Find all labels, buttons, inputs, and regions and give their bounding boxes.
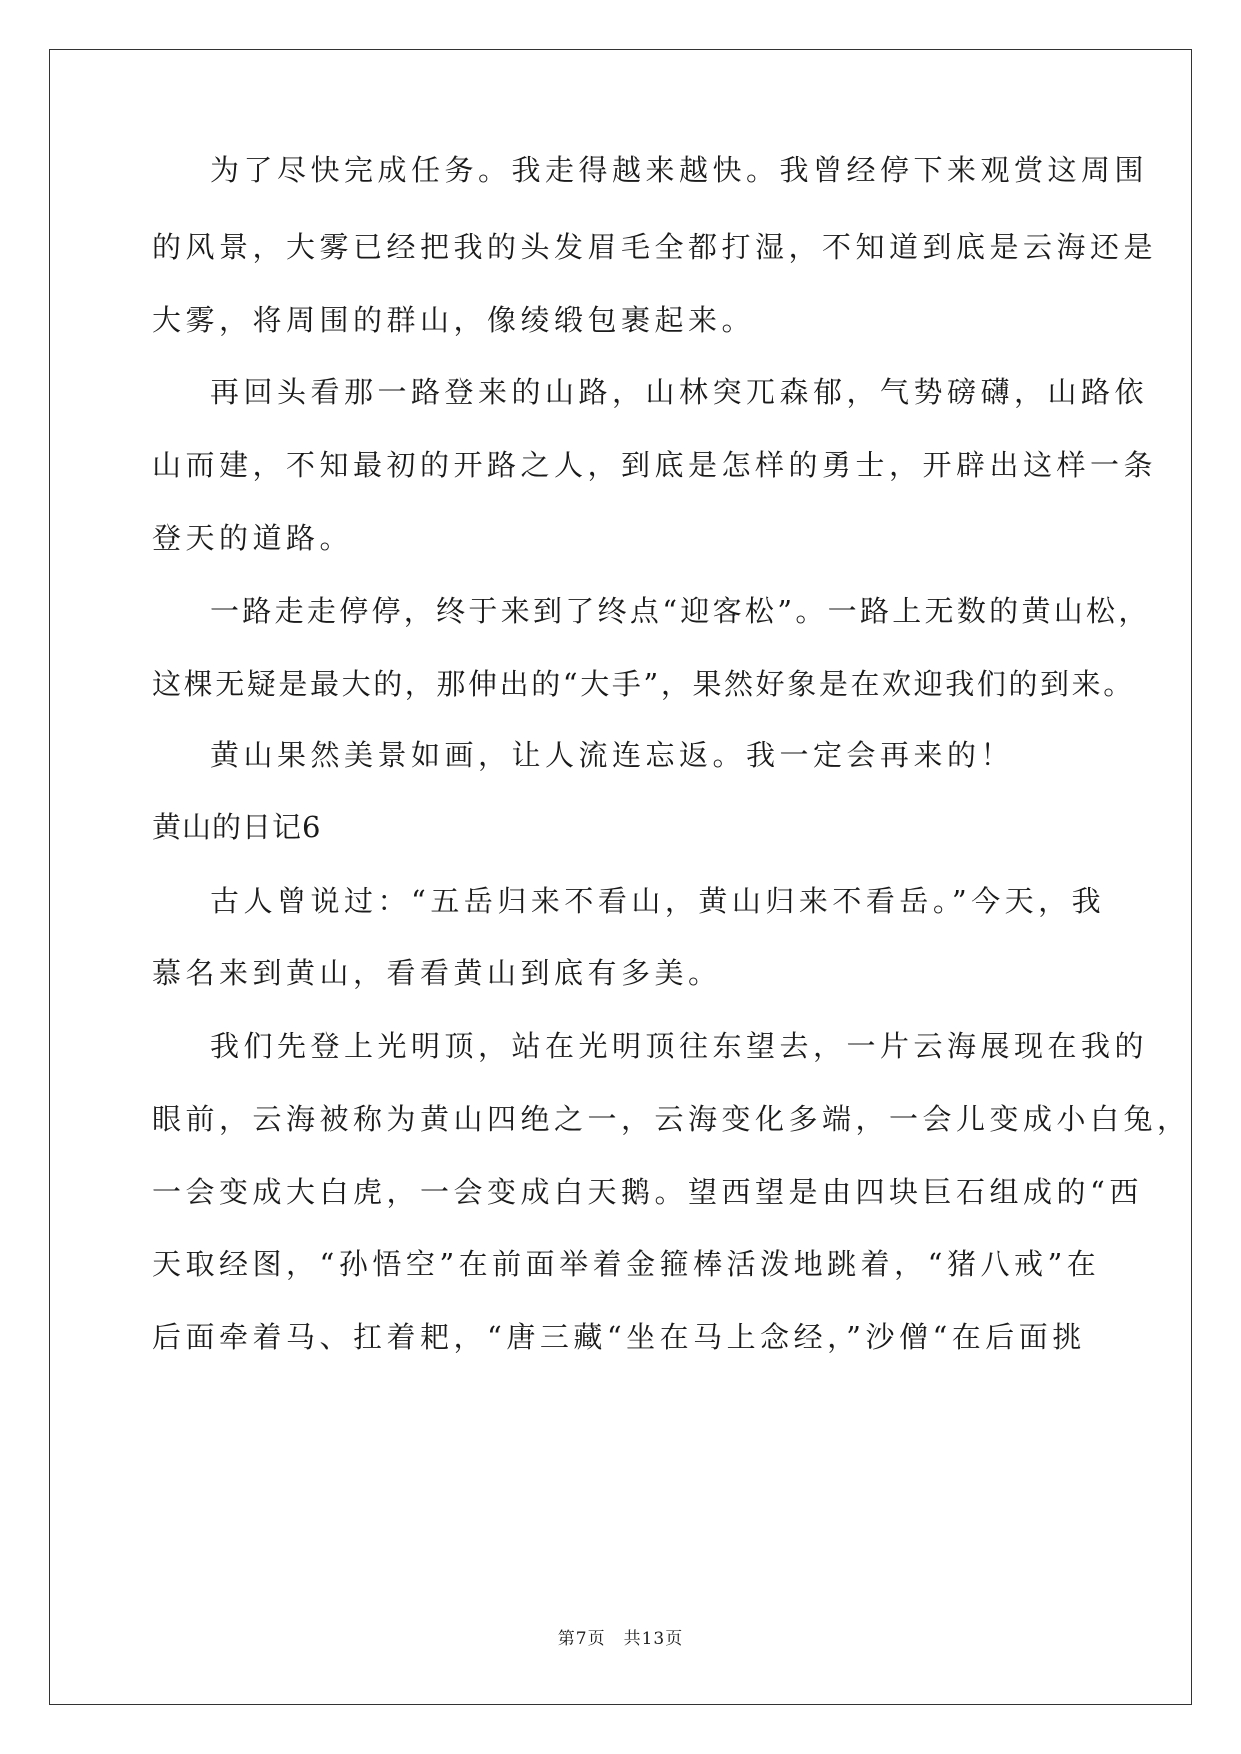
paragraph-line: 一路走走停停，终于来到了终点“迎客松”。一路上无数的黄山松， [210,594,1151,628]
paragraph-line: 我们先登上光明顶，站在光明顶往东望去，一片云海展现在我的 [210,1029,1149,1063]
paragraph-line: 大雾，将周围的群山，像绫缎包裹起来。 [152,303,756,337]
paragraph-line: 山而建，不知最初的开路之人，到底是怎样的勇士，开辟出这样一条 [152,448,1158,482]
paragraph-line: 后面牵着马、扛着耙，“唐三藏“坐在马上念经，”沙僧“在后面挑 [152,1320,1086,1354]
paragraph-line: 黄山果然美景如画，让人流连忘返。我一定会再来的！ [210,738,1015,772]
paragraph-line: 这棵无疑是最大的，那伸出的“大手”，果然好象是在欢迎我们的到来。 [152,667,1135,701]
paragraph-line: 一会变成大白虎，一会变成白天鹅。望西望是由四块巨石组成的“西 [152,1175,1143,1209]
paragraph-line: 眼前，云海被称为黄山四绝之一，云海变化多端，一会儿变成小白兔， [152,1102,1191,1136]
paragraph-line: 为了尽快完成任务。我走得越来越快。我曾经停下来观赏这周围 [210,153,1149,187]
paragraph-line: 慕名来到黄山，看看黄山到底有多美。 [152,956,722,990]
paragraph-line: 的风景，大雾已经把我的头发眉毛全都打湿，不知道到底是云海还是 [152,230,1158,264]
page-number: 第7页 共13页 [557,1629,684,1649]
paragraph-line: 再回头看那一路登来的山路，山林突兀森郁，气势磅礴，山路依 [210,375,1149,409]
paragraph-line: 登天的道路。 [152,521,354,555]
paragraph-line: 古人曾说过：“五岳归来不看山，黄山归来不看岳。”今天，我 [210,884,1106,918]
section-heading: 黄山的日记6 [152,810,322,844]
page-border [49,49,1192,1705]
paragraph-line: 天取经图，“孙悟空”在前面举着金箍棒活泼地跳着，“猪八戒”在 [152,1247,1101,1281]
